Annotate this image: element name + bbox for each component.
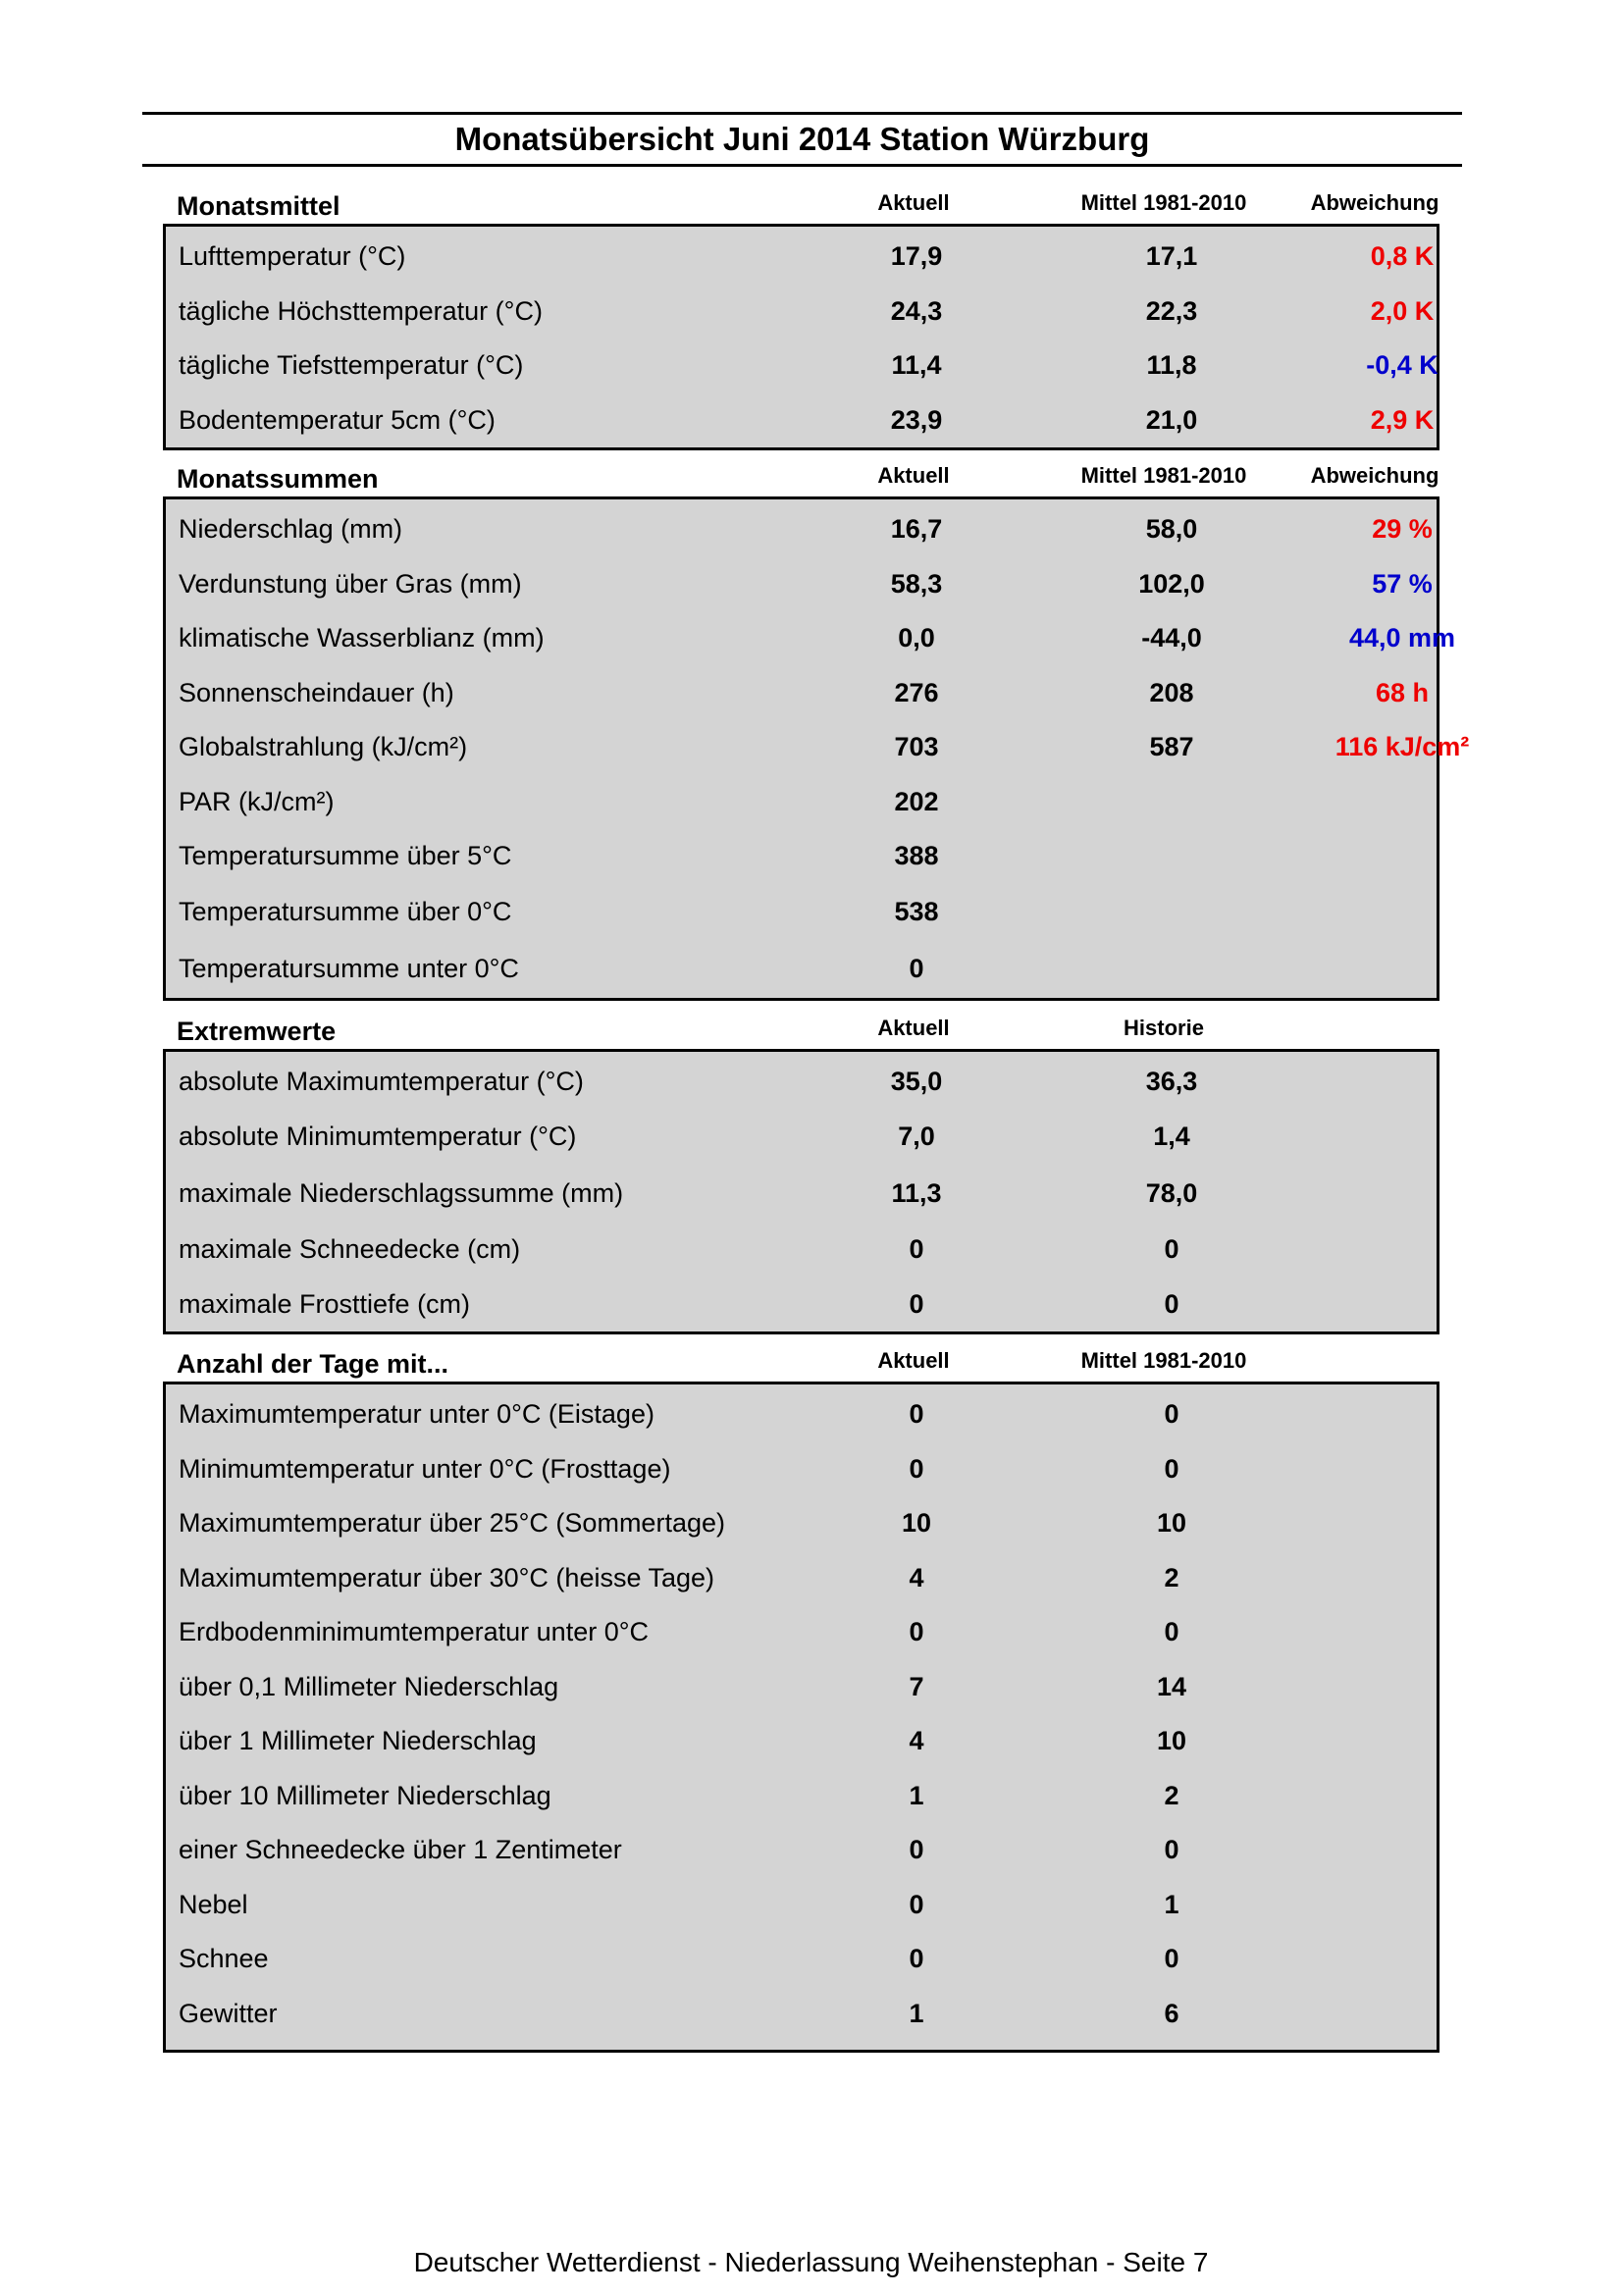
row-label: Maximumtemperatur unter 0°C (Eistage): [179, 1399, 654, 1430]
value-mittel: 17,1: [1145, 241, 1198, 272]
value-aktuell: 10: [901, 1508, 932, 1539]
value-historie: 1,4: [1153, 1121, 1190, 1151]
table-monatsmittel: [163, 224, 1439, 450]
value-historie: 78,0: [1145, 1177, 1198, 1208]
col-header-historie: Historie: [1124, 1016, 1204, 1040]
col-header-aktuell: Aktuell: [877, 190, 950, 215]
row-label: Maximumtemperatur über 30°C (heisse Tage): [179, 1562, 715, 1592]
page-footer: Deutscher Wetterdienst - Niederlassung Weihenstephan - Seite 7: [413, 2247, 1209, 2277]
row-label: absolute Maximumtemperatur (°C): [179, 1067, 584, 1097]
col-header-mittel: Mittel 1981-2010: [1080, 190, 1247, 215]
section-title: Anzahl der Tage mit...: [177, 1349, 449, 1379]
value-mittel: 0: [1164, 1453, 1179, 1484]
table-row: [166, 502, 1437, 557]
value-aktuell: 0: [909, 1399, 924, 1430]
value-mittel: 0: [1164, 1835, 1179, 1865]
row-label: Schnee: [179, 1944, 269, 1974]
row-label: Niederschlag (mm): [179, 514, 403, 545]
value-aktuell: 0: [909, 1944, 924, 1974]
table-row: [166, 1442, 1437, 1497]
value-aktuell: 23,9: [890, 404, 943, 435]
row-label: Nebel: [179, 1889, 248, 1919]
row-label: maximale Schneedecke (cm): [179, 1234, 521, 1265]
table-row: [166, 1387, 1437, 1442]
table-row: [166, 230, 1437, 285]
value-mittel: 22,3: [1145, 295, 1198, 326]
value-aktuell: 16,7: [890, 514, 943, 545]
value-abweichung: 44,0 mm: [1348, 623, 1456, 653]
value-abweichung: 57 %: [1372, 568, 1433, 599]
value-abweichung: 116 kJ/cm²: [1334, 732, 1470, 762]
col-header-aktuell: Aktuell: [877, 1348, 950, 1373]
table-row: [166, 884, 1437, 941]
value-aktuell: 0: [909, 1453, 924, 1484]
value-aktuell: 276: [894, 677, 939, 707]
value-aktuell: 11,3: [891, 1177, 942, 1208]
value-abweichung: 68 h: [1375, 677, 1430, 707]
value-aktuell: 7: [909, 1671, 924, 1701]
value-abweichung: -0,4 K: [1366, 350, 1439, 381]
value-aktuell: 17,9: [890, 241, 943, 272]
col-header-abweichung: Abweichung: [1310, 190, 1439, 215]
table-row: [166, 1164, 1437, 1223]
col-header-abweichung: Abweichung: [1310, 463, 1439, 488]
table-row: [166, 339, 1437, 393]
value-mittel: 2: [1164, 1780, 1179, 1810]
value-aktuell: 1: [909, 1780, 924, 1810]
value-historie: 0: [1164, 1288, 1179, 1319]
section-tage: [163, 1346, 1439, 2053]
value-mittel: 0: [1164, 1399, 1179, 1430]
row-label: Bodentemperatur 5cm (°C): [179, 404, 496, 435]
row-label: tägliche Höchsttemperatur (°C): [179, 295, 543, 326]
section-monatsmittel: [163, 188, 1439, 450]
table-row: [166, 775, 1437, 830]
table-row: [166, 829, 1437, 884]
value-mittel: 2: [1164, 1562, 1179, 1592]
value-mittel: 102,0: [1138, 568, 1205, 599]
table-row: [166, 1987, 1437, 2050]
value-mittel: 10: [1156, 1726, 1187, 1756]
row-label: Verdunstung über Gras (mm): [179, 568, 522, 599]
value-abweichung: 0,8 K: [1370, 241, 1435, 272]
row-label: Maximumtemperatur über 25°C (Sommertage): [179, 1508, 725, 1539]
value-aktuell: 4: [909, 1562, 924, 1592]
row-label: PAR (kJ/cm²): [179, 786, 335, 816]
row-label: über 0,1 Millimeter Niederschlag: [179, 1671, 559, 1701]
table-row: [166, 1223, 1437, 1278]
table-row: [166, 1055, 1437, 1110]
row-label: Sonnenscheindauer (h): [179, 677, 454, 707]
value-aktuell: 35,0: [890, 1067, 943, 1097]
table-row: [166, 1769, 1437, 1824]
col-header-aktuell: Aktuell: [877, 463, 950, 488]
value-aktuell: 703: [894, 732, 939, 762]
value-mittel: 0: [1164, 1617, 1179, 1647]
value-mittel: 14: [1156, 1671, 1187, 1701]
value-mittel: 10: [1156, 1508, 1187, 1539]
row-label: Temperatursumme über 0°C: [179, 897, 512, 926]
row-label: Erdbodenminimumtemperatur unter 0°C: [179, 1617, 650, 1647]
table-row: [166, 557, 1437, 612]
table-row: [166, 1714, 1437, 1769]
col-header-mittel: Mittel 1981-2010: [1080, 1348, 1247, 1373]
table-row: [166, 1823, 1437, 1878]
value-aktuell: 0: [909, 1288, 924, 1319]
value-aktuell: 11,4: [891, 350, 942, 381]
table-row: [166, 285, 1437, 339]
table-tage: [163, 1382, 1439, 2053]
row-label: maximale Niederschlagssumme (mm): [179, 1177, 624, 1208]
value-aktuell: 202: [894, 786, 939, 816]
value-mittel: 208: [1149, 677, 1194, 707]
row-label: Minimumtemperatur unter 0°C (Frosttage): [179, 1453, 671, 1484]
value-aktuell: 0: [909, 1234, 924, 1265]
row-label: absolute Minimumtemperatur (°C): [179, 1121, 577, 1151]
value-historie: 0: [1164, 1234, 1179, 1265]
col-header-mittel: Mittel 1981-2010: [1080, 463, 1247, 488]
value-abweichung: 29 %: [1372, 514, 1433, 545]
table-row: [166, 1496, 1437, 1551]
value-mittel: 58,0: [1145, 514, 1198, 545]
table-row: [166, 1932, 1437, 1987]
section-header: [163, 188, 1439, 224]
table-extremwerte: [163, 1049, 1439, 1334]
value-aktuell: 538: [894, 897, 939, 926]
value-aktuell: 0: [909, 1835, 924, 1865]
value-mittel: -44,0: [1141, 623, 1202, 653]
table-row: [166, 720, 1470, 775]
section-header: [163, 461, 1439, 496]
value-mittel: 11,8: [1146, 350, 1197, 381]
section-extremwerte: [163, 1014, 1439, 1334]
value-aktuell: 7,0: [898, 1121, 935, 1151]
value-aktuell: 24,3: [890, 295, 943, 326]
value-aktuell: 0: [909, 1889, 924, 1919]
value-mittel: 21,0: [1145, 404, 1198, 435]
table-row: [166, 1551, 1437, 1606]
table-row: [166, 1605, 1437, 1660]
section-header: [163, 1346, 1439, 1382]
value-historie: 36,3: [1145, 1067, 1198, 1097]
section-title: Extremwerte: [177, 1017, 337, 1046]
value-aktuell: 58,3: [890, 568, 943, 599]
value-abweichung: 2,9 K: [1370, 404, 1435, 435]
table-row: [166, 1878, 1437, 1933]
row-label: maximale Frosttiefe (cm): [179, 1288, 471, 1319]
value-aktuell: 4: [909, 1726, 924, 1756]
row-label: über 1 Millimeter Niederschlag: [179, 1726, 537, 1756]
section-header: [163, 1014, 1439, 1049]
value-mittel: 6: [1164, 1998, 1179, 2028]
table-monatssummen: [163, 496, 1470, 1001]
table-row: [166, 611, 1456, 666]
row-label: Temperatursumme unter 0°C: [179, 954, 519, 983]
row-label: klimatische Wasserblianz (mm): [179, 623, 545, 653]
row-label: einer Schneedecke über 1 Zentimeter: [179, 1835, 622, 1865]
row-label: Lufttemperatur (°C): [179, 241, 406, 272]
table-row: [166, 941, 1437, 998]
section-title: Monatsmittel: [177, 191, 340, 221]
table-row: [166, 393, 1437, 448]
value-aktuell: 0: [909, 954, 924, 983]
value-aktuell: 1: [909, 1998, 924, 2028]
value-mittel: 1: [1164, 1889, 1179, 1919]
table-row: [166, 1660, 1437, 1715]
value-aktuell: 0: [909, 1617, 924, 1647]
section-monatssummen: [163, 461, 1470, 1001]
value-mittel: 0: [1164, 1944, 1179, 1974]
value-aktuell: 0,0: [898, 623, 935, 653]
row-label: Globalstrahlung (kJ/cm²): [179, 732, 468, 762]
section-title: Monatssummen: [177, 464, 379, 494]
row-label: über 10 Millimeter Niederschlag: [179, 1780, 551, 1810]
table-row: [166, 1110, 1437, 1165]
row-label: tägliche Tiefsttemperatur (°C): [179, 350, 524, 381]
value-mittel: 587: [1149, 732, 1194, 762]
table-row: [166, 1278, 1437, 1332]
page-title: Monatsübersicht Juni 2014 Station Würzburg: [142, 112, 1462, 167]
row-label: Temperatursumme über 5°C: [179, 841, 512, 871]
value-aktuell: 388: [894, 841, 939, 871]
value-abweichung: 2,0 K: [1370, 295, 1435, 326]
col-header-aktuell: Aktuell: [877, 1016, 950, 1040]
row-label: Gewitter: [179, 1998, 278, 2028]
table-row: [166, 666, 1437, 721]
